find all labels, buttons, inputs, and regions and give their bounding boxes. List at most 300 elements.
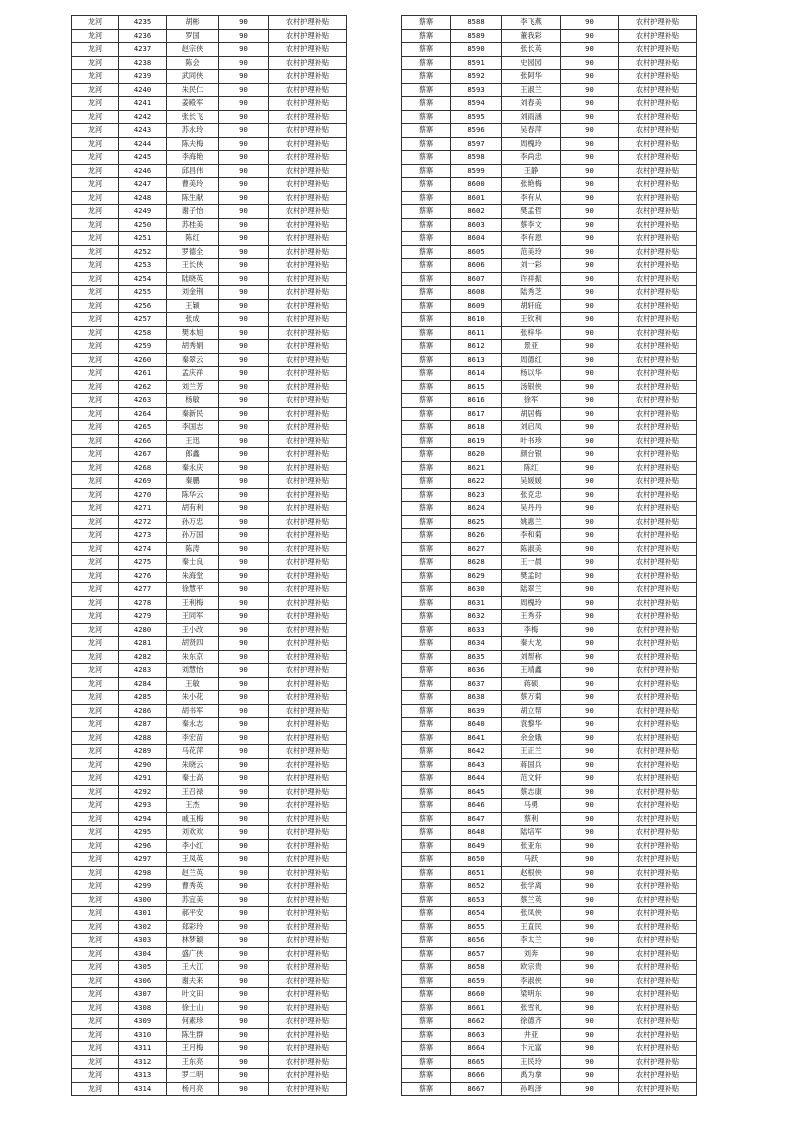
subsidy-type-cell: 农村护理补贴 <box>269 677 347 691</box>
town-cell: 龙河 <box>72 502 119 516</box>
town-cell: 龙河 <box>72 839 119 853</box>
table-row <box>402 110 697 124</box>
id-cell: 4249 <box>119 205 167 219</box>
name-cell: 李尚忠 <box>502 151 561 165</box>
name-cell: 陈红 <box>167 232 219 246</box>
table-row <box>402 191 697 205</box>
town-cell: 龙河 <box>72 745 119 759</box>
id-cell: 8625 <box>451 515 502 529</box>
table-row <box>402 286 697 300</box>
town-cell: 蔡寨 <box>402 245 451 259</box>
table-row <box>72 286 347 300</box>
amount-cell: 90 <box>219 164 269 178</box>
subsidy-type-cell: 农村护理补贴 <box>619 488 697 502</box>
town-cell: 龙河 <box>72 218 119 232</box>
name-cell: 张长飞 <box>167 110 219 124</box>
town-cell: 蔡寨 <box>402 313 451 327</box>
name-cell: 陈夫梅 <box>167 137 219 151</box>
amount-cell: 90 <box>561 758 619 772</box>
name-cell: 秦士良 <box>167 556 219 570</box>
id-cell: 8665 <box>451 1055 502 1069</box>
table-row <box>402 758 697 772</box>
name-cell: 秦永志 <box>167 718 219 732</box>
id-cell: 8606 <box>451 259 502 273</box>
table-row <box>402 448 697 462</box>
amount-cell: 90 <box>561 421 619 435</box>
amount-cell: 90 <box>561 1042 619 1056</box>
subsidy-type-cell: 农村护理补贴 <box>269 1001 347 1015</box>
table-row <box>402 812 697 826</box>
table-row <box>402 245 697 259</box>
subsidy-type-cell: 农村护理补贴 <box>269 664 347 678</box>
town-cell: 龙河 <box>72 866 119 880</box>
town-cell: 蔡寨 <box>402 677 451 691</box>
table-row <box>72 731 347 745</box>
id-cell: 4254 <box>119 272 167 286</box>
amount-cell: 90 <box>219 286 269 300</box>
town-cell: 蔡寨 <box>402 191 451 205</box>
amount-cell: 90 <box>219 556 269 570</box>
subsidy-type-cell: 农村护理补贴 <box>269 178 347 192</box>
table-row <box>402 434 697 448</box>
subsidy-type-cell: 农村护理补贴 <box>269 164 347 178</box>
name-cell: 吴丹丹 <box>502 502 561 516</box>
table-row <box>72 691 347 705</box>
name-cell: 赵根侠 <box>502 866 561 880</box>
table-row <box>402 704 697 718</box>
table-row <box>72 893 347 907</box>
town-cell: 龙河 <box>72 758 119 772</box>
name-cell: 周槐玲 <box>502 137 561 151</box>
table-row <box>72 16 347 30</box>
table-row <box>402 556 697 570</box>
name-cell: 颜台银 <box>502 448 561 462</box>
subsidy-type-cell: 农村护理补贴 <box>269 650 347 664</box>
subsidy-type-cell: 农村护理补贴 <box>619 583 697 597</box>
id-cell: 8624 <box>451 502 502 516</box>
name-cell: 朱东京 <box>167 650 219 664</box>
table-row <box>402 205 697 219</box>
id-cell: 8629 <box>451 569 502 583</box>
amount-cell: 90 <box>219 826 269 840</box>
table-row <box>72 826 347 840</box>
name-cell: 徐慧平 <box>167 583 219 597</box>
id-cell: 4286 <box>119 704 167 718</box>
town-cell: 龙河 <box>72 1069 119 1083</box>
subsidy-type-cell: 农村护理补贴 <box>619 596 697 610</box>
name-cell: 景亚 <box>502 340 561 354</box>
amount-cell: 90 <box>561 137 619 151</box>
name-cell: 李淑侠 <box>502 974 561 988</box>
name-cell: 胡立帮 <box>502 704 561 718</box>
town-cell: 龙河 <box>72 637 119 651</box>
right-subsidy-table <box>401 15 697 1096</box>
id-cell: 8644 <box>451 772 502 786</box>
town-cell: 龙河 <box>72 880 119 894</box>
name-cell: 姜殿军 <box>167 97 219 111</box>
subsidy-type-cell: 农村护理补贴 <box>269 1069 347 1083</box>
subsidy-type-cell: 农村护理补贴 <box>619 178 697 192</box>
town-cell: 蔡寨 <box>402 218 451 232</box>
table-row <box>72 124 347 138</box>
id-cell: 4238 <box>119 56 167 70</box>
subsidy-type-cell: 农村护理补贴 <box>619 1028 697 1042</box>
subsidy-type-cell: 农村护理补贴 <box>269 853 347 867</box>
name-cell: 蔡利 <box>502 812 561 826</box>
id-cell: 8605 <box>451 245 502 259</box>
table-row <box>72 461 347 475</box>
amount-cell: 90 <box>219 151 269 165</box>
table-row <box>72 151 347 165</box>
table-row <box>72 434 347 448</box>
id-cell: 8656 <box>451 934 502 948</box>
amount-cell: 90 <box>561 947 619 961</box>
subsidy-type-cell: 农村护理补贴 <box>269 556 347 570</box>
name-cell: 张梓华 <box>502 326 561 340</box>
town-cell: 龙河 <box>72 299 119 313</box>
name-cell: 樊孟哲 <box>502 205 561 219</box>
amount-cell: 90 <box>561 853 619 867</box>
amount-cell: 90 <box>219 758 269 772</box>
town-cell: 蔡寨 <box>402 542 451 556</box>
subsidy-type-cell: 农村护理补贴 <box>269 610 347 624</box>
id-cell: 8639 <box>451 704 502 718</box>
amount-cell: 90 <box>561 934 619 948</box>
subsidy-type-cell: 农村护理补贴 <box>619 137 697 151</box>
subsidy-type-cell: 农村护理补贴 <box>269 758 347 772</box>
amount-cell: 90 <box>561 340 619 354</box>
town-cell: 龙河 <box>72 205 119 219</box>
name-cell: 郝平安 <box>167 907 219 921</box>
subsidy-type-cell: 农村护理补贴 <box>619 110 697 124</box>
town-cell: 蔡寨 <box>402 853 451 867</box>
name-cell: 许祥振 <box>502 272 561 286</box>
name-cell: 李太兰 <box>502 934 561 948</box>
table-row <box>402 313 697 327</box>
subsidy-type-cell: 农村护理补贴 <box>619 920 697 934</box>
table-row <box>402 529 697 543</box>
name-cell: 蔡万菊 <box>502 691 561 705</box>
amount-cell: 90 <box>561 110 619 124</box>
table-row <box>402 893 697 907</box>
subsidy-type-cell: 农村护理补贴 <box>619 758 697 772</box>
table-row <box>402 947 697 961</box>
town-cell: 龙河 <box>72 83 119 97</box>
name-cell: 林梦颖 <box>167 934 219 948</box>
subsidy-type-cell: 农村护理补贴 <box>269 259 347 273</box>
table-row <box>402 880 697 894</box>
amount-cell: 90 <box>219 461 269 475</box>
table-row <box>72 394 347 408</box>
subsidy-type-cell: 农村护理补贴 <box>619 245 697 259</box>
town-cell: 蔡寨 <box>402 286 451 300</box>
name-cell: 张凤侠 <box>502 907 561 921</box>
town-cell: 龙河 <box>72 29 119 43</box>
town-cell: 蔡寨 <box>402 596 451 610</box>
id-cell: 4270 <box>119 488 167 502</box>
town-cell: 龙河 <box>72 97 119 111</box>
name-cell: 李梅 <box>502 623 561 637</box>
table-row <box>72 853 347 867</box>
table-row <box>402 340 697 354</box>
town-cell: 蔡寨 <box>402 434 451 448</box>
town-cell: 蔡寨 <box>402 839 451 853</box>
name-cell: 曹秀英 <box>167 880 219 894</box>
name-cell: 苏桂美 <box>167 218 219 232</box>
town-cell: 龙河 <box>72 1015 119 1029</box>
amount-cell: 90 <box>219 367 269 381</box>
name-cell: 刘启凤 <box>502 421 561 435</box>
table-row <box>402 232 697 246</box>
id-cell: 8652 <box>451 880 502 894</box>
subsidy-type-cell: 农村护理补贴 <box>619 961 697 975</box>
table-row <box>72 1042 347 1056</box>
name-cell: 李海艳 <box>167 151 219 165</box>
amount-cell: 90 <box>219 97 269 111</box>
id-cell: 4295 <box>119 826 167 840</box>
amount-cell: 90 <box>561 488 619 502</box>
id-cell: 4261 <box>119 367 167 381</box>
subsidy-type-cell: 农村护理补贴 <box>619 434 697 448</box>
amount-cell: 90 <box>561 596 619 610</box>
subsidy-type-cell: 农村护理补贴 <box>619 1055 697 1069</box>
town-cell: 龙河 <box>72 110 119 124</box>
table-row <box>402 29 697 43</box>
name-cell: 马跃 <box>502 853 561 867</box>
town-cell: 龙河 <box>72 191 119 205</box>
amount-cell: 90 <box>219 380 269 394</box>
table-row <box>402 569 697 583</box>
name-cell: 武同侠 <box>167 70 219 84</box>
name-cell: 陆翠兰 <box>502 583 561 597</box>
id-cell: 8610 <box>451 313 502 327</box>
amount-cell: 90 <box>561 475 619 489</box>
amount-cell: 90 <box>219 650 269 664</box>
subsidy-type-cell: 农村护理补贴 <box>619 205 697 219</box>
id-cell: 4241 <box>119 97 167 111</box>
id-cell: 8621 <box>451 461 502 475</box>
table-row <box>402 353 697 367</box>
name-cell: 谢夫来 <box>167 974 219 988</box>
town-cell: 龙河 <box>72 988 119 1002</box>
table-row <box>72 56 347 70</box>
name-cell: 陆培军 <box>502 826 561 840</box>
town-cell: 龙河 <box>72 245 119 259</box>
name-cell: 王靖鑫 <box>502 664 561 678</box>
amount-cell: 90 <box>219 961 269 975</box>
table-row <box>72 758 347 772</box>
subsidy-type-cell: 农村护理补贴 <box>619 664 697 678</box>
amount-cell: 90 <box>219 853 269 867</box>
amount-cell: 90 <box>219 718 269 732</box>
table-row <box>402 43 697 57</box>
table-row <box>72 475 347 489</box>
table-row <box>402 407 697 421</box>
amount-cell: 90 <box>219 205 269 219</box>
town-cell: 龙河 <box>72 124 119 138</box>
amount-cell: 90 <box>219 934 269 948</box>
town-cell: 蔡寨 <box>402 758 451 772</box>
amount-cell: 90 <box>219 866 269 880</box>
subsidy-type-cell: 农村护理补贴 <box>269 1055 347 1069</box>
name-cell: 李宏苗 <box>167 731 219 745</box>
table-row <box>72 43 347 57</box>
town-cell: 蔡寨 <box>402 16 451 30</box>
amount-cell: 90 <box>561 245 619 259</box>
name-cell: 王杰 <box>167 799 219 813</box>
town-cell: 蔡寨 <box>402 137 451 151</box>
amount-cell: 90 <box>219 434 269 448</box>
id-cell: 4302 <box>119 920 167 934</box>
id-cell: 4257 <box>119 313 167 327</box>
id-cell: 4274 <box>119 542 167 556</box>
id-cell: 8622 <box>451 475 502 489</box>
name-cell: 王钦利 <box>502 313 561 327</box>
id-cell: 4291 <box>119 772 167 786</box>
table-row <box>402 272 697 286</box>
town-cell: 蔡寨 <box>402 623 451 637</box>
town-cell: 蔡寨 <box>402 785 451 799</box>
name-cell: 吴媛媛 <box>502 475 561 489</box>
subsidy-type-cell: 农村护理补贴 <box>269 70 347 84</box>
subsidy-type-cell: 农村护理补贴 <box>619 29 697 43</box>
amount-cell: 90 <box>219 1082 269 1096</box>
id-cell: 8650 <box>451 853 502 867</box>
id-cell: 8623 <box>451 488 502 502</box>
table-row <box>402 178 697 192</box>
amount-cell: 90 <box>219 637 269 651</box>
town-cell: 龙河 <box>72 286 119 300</box>
amount-cell: 90 <box>219 1015 269 1029</box>
name-cell: 朱民仁 <box>167 83 219 97</box>
subsidy-type-cell: 农村护理补贴 <box>269 340 347 354</box>
amount-cell: 90 <box>561 97 619 111</box>
subsidy-type-cell: 农村护理补贴 <box>269 124 347 138</box>
name-cell: 孙万国 <box>167 529 219 543</box>
town-cell: 龙河 <box>72 56 119 70</box>
town-cell: 龙河 <box>72 178 119 192</box>
amount-cell: 90 <box>561 178 619 192</box>
id-cell: 8591 <box>451 56 502 70</box>
town-cell: 蔡寨 <box>402 731 451 745</box>
amount-cell: 90 <box>561 1001 619 1015</box>
name-cell: 张阿华 <box>502 70 561 84</box>
town-cell: 蔡寨 <box>402 772 451 786</box>
id-cell: 8655 <box>451 920 502 934</box>
subsidy-type-cell: 农村护理补贴 <box>619 731 697 745</box>
name-cell: 张成 <box>167 313 219 327</box>
id-cell: 8636 <box>451 664 502 678</box>
table-row <box>72 367 347 381</box>
name-cell: 胡彬 <box>167 16 219 30</box>
amount-cell: 90 <box>219 16 269 30</box>
subsidy-type-cell: 农村护理补贴 <box>269 812 347 826</box>
id-cell: 8637 <box>451 677 502 691</box>
name-cell: 邱昌伟 <box>167 164 219 178</box>
town-cell: 龙河 <box>72 434 119 448</box>
id-cell: 8641 <box>451 731 502 745</box>
subsidy-type-cell: 农村护理补贴 <box>269 947 347 961</box>
town-cell: 龙河 <box>72 934 119 948</box>
table-row <box>402 475 697 489</box>
id-cell: 4260 <box>119 353 167 367</box>
name-cell: 卞元富 <box>502 1042 561 1056</box>
name-cell: 刘金荆 <box>167 286 219 300</box>
table-row <box>402 826 697 840</box>
id-cell: 8643 <box>451 758 502 772</box>
table-row <box>72 164 347 178</box>
subsidy-type-cell: 农村护理补贴 <box>619 556 697 570</box>
amount-cell: 90 <box>219 178 269 192</box>
subsidy-type-cell: 农村护理补贴 <box>619 259 697 273</box>
amount-cell: 90 <box>219 1042 269 1056</box>
id-cell: 4239 <box>119 70 167 84</box>
table-row <box>72 1001 347 1015</box>
town-cell: 龙河 <box>72 691 119 705</box>
town-cell: 蔡寨 <box>402 704 451 718</box>
table-row <box>72 866 347 880</box>
amount-cell: 90 <box>561 70 619 84</box>
amount-cell: 90 <box>219 83 269 97</box>
town-cell: 蔡寨 <box>402 299 451 313</box>
id-cell: 4266 <box>119 434 167 448</box>
name-cell: 张亚东 <box>502 839 561 853</box>
name-cell: 梁明东 <box>502 988 561 1002</box>
name-cell: 朱海堂 <box>167 569 219 583</box>
subsidy-type-cell: 农村护理补贴 <box>619 542 697 556</box>
subsidy-type-cell: 农村护理补贴 <box>619 164 697 178</box>
town-cell: 蔡寨 <box>402 988 451 1002</box>
amount-cell: 90 <box>219 326 269 340</box>
id-cell: 8601 <box>451 191 502 205</box>
id-cell: 8635 <box>451 650 502 664</box>
id-cell: 4235 <box>119 16 167 30</box>
name-cell: 王同军 <box>167 610 219 624</box>
id-cell: 8618 <box>451 421 502 435</box>
id-cell: 4253 <box>119 259 167 273</box>
town-cell: 龙河 <box>72 731 119 745</box>
table-row <box>402 974 697 988</box>
id-cell: 8657 <box>451 947 502 961</box>
subsidy-type-cell: 农村护理补贴 <box>619 529 697 543</box>
amount-cell: 90 <box>561 515 619 529</box>
subsidy-type-cell: 农村护理补贴 <box>269 461 347 475</box>
subsidy-type-cell: 农村护理补贴 <box>269 29 347 43</box>
id-cell: 8620 <box>451 448 502 462</box>
id-cell: 8595 <box>451 110 502 124</box>
id-cell: 8648 <box>451 826 502 840</box>
town-cell: 龙河 <box>72 1042 119 1056</box>
town-cell: 蔡寨 <box>402 1055 451 1069</box>
name-cell: 徐德齐 <box>502 1015 561 1029</box>
name-cell: 蔡兰英 <box>502 893 561 907</box>
id-cell: 8646 <box>451 799 502 813</box>
amount-cell: 90 <box>561 164 619 178</box>
town-cell: 蔡寨 <box>402 637 451 651</box>
name-cell: 曹美玲 <box>167 178 219 192</box>
subsidy-type-cell: 农村护理补贴 <box>619 691 697 705</box>
town-cell: 蔡寨 <box>402 880 451 894</box>
subsidy-type-cell: 农村护理补贴 <box>269 245 347 259</box>
name-cell: 欧宗贵 <box>502 961 561 975</box>
table-row <box>72 407 347 421</box>
town-cell: 龙河 <box>72 569 119 583</box>
amount-cell: 90 <box>561 272 619 286</box>
town-cell: 龙河 <box>72 542 119 556</box>
amount-cell: 90 <box>219 907 269 921</box>
name-cell: 陈淑美 <box>502 542 561 556</box>
id-cell: 4288 <box>119 731 167 745</box>
